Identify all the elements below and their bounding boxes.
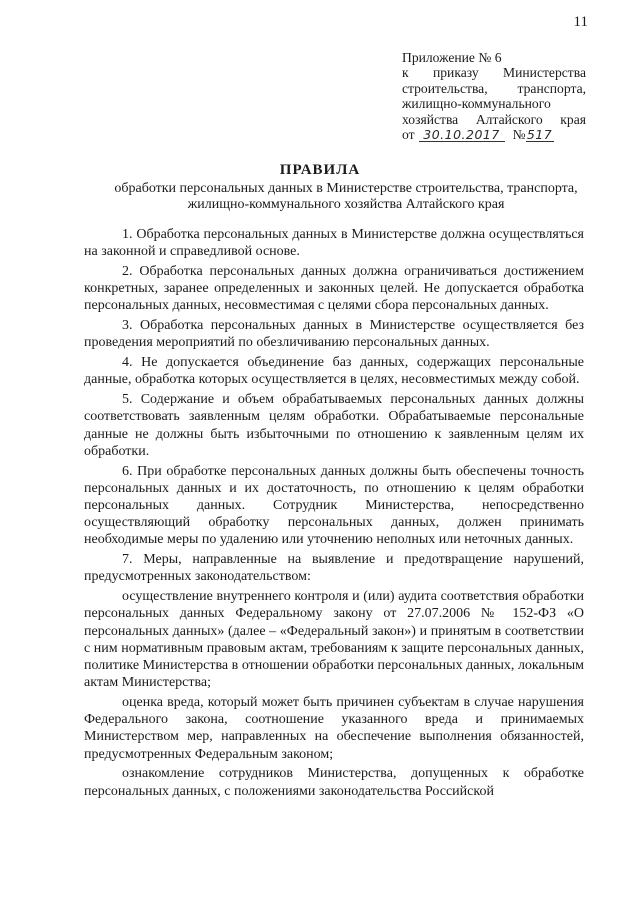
paragraph-7-item-harm: оценка вреда, который может быть причинен субъектам в случае нарушения Федерального закона, соотношение указанного вреда и принимаемых Министерством мер, направленных на обеспечение выполнения обязанностей, предусмотренных Федеральным законом;	[84, 695, 584, 762]
date-prefix: от	[402, 127, 415, 143]
appendix-block	[402, 50, 586, 142]
paragraph-2: 2. Обработка персональных данных должна ограничиваться достижением конкретных, заранее определенных и законных целей. Не допускается обработка персональных данных, несовместимая с целями сбора персональных данных.	[84, 264, 584, 314]
page-number: 11	[573, 14, 588, 30]
paragraph-7-item-audit: осуществление внутреннего контроля и (или) аудита соответствия обработки персональных данных Федеральному закону от 27.07.2006 № 152-ФЗ «О персональных данных» (далее – «Федеральный закон») и принятым в соответствии с ним нормативным правовым актам, требованиям к защите персональных данных, политике Министерства в отношении обработки персональных данных, локальным актам Министерства;	[84, 589, 584, 691]
paragraph-6: 6. При обработке персональных данных должны быть обеспечены точность персональных данных и их достаточность, по отношению к целям обработки персональных данных. Сотрудник Министерства, непосредственно осуществляющий обработку персональных данных, должен принимать необходимые меры по удалению или уточнению неполных или неточных данных.	[84, 463, 584, 548]
number-prefix: №	[512, 127, 526, 143]
order-date-line	[402, 127, 586, 142]
paragraph-1: 1. Обработка персональных данных в Министерстве должна осуществляться на законной и справедливой основе.	[84, 227, 584, 260]
document-subtitle: обработки персональных данных в Министерстве строительства, транспорта, жилищно-коммунального хозяйства Алтайского края	[114, 181, 578, 212]
paragraph-3: 3. Обработка персональных данных в Министерстве осуществляется без проведения мероприятий по обезличиванию персональных данных.	[84, 318, 584, 351]
appendix-line: строительства, транспорта,	[402, 80, 586, 96]
handwritten-number: 517	[526, 127, 553, 143]
paragraph-7-item-training: ознакомление сотрудников Министерства, допущенных к обработке персональных данных, с положениями законодательства Российской	[84, 766, 584, 799]
appendix-line: к приказу Министерства	[402, 65, 586, 81]
document-body	[84, 226, 584, 800]
handwritten-date: 30.10.2017	[419, 128, 505, 142]
appendix-line: хозяйства Алтайского края	[402, 111, 586, 127]
paragraph-7: 7. Меры, направленные на выявление и предотвращение нарушений, предусмотренных законодательством:	[84, 552, 584, 585]
document-title: ПРАВИЛА	[279, 162, 361, 178]
paragraph-5: 5. Содержание и объем обрабатываемых персональных данных должны соответствовать заявленным целям обработки. Обрабатываемые персональные данные не должны быть избыточными по отношению к заявленным целям их обработки.	[84, 392, 584, 459]
appendix-line: жилищно-коммунального	[402, 96, 551, 112]
appendix-title: Приложение № 6	[402, 50, 502, 65]
paragraph-4: 4. Не допускается объединение баз данных, содержащих персональные данные, обработка которых осуществляется в целях, несовместимых между собой.	[84, 355, 584, 388]
